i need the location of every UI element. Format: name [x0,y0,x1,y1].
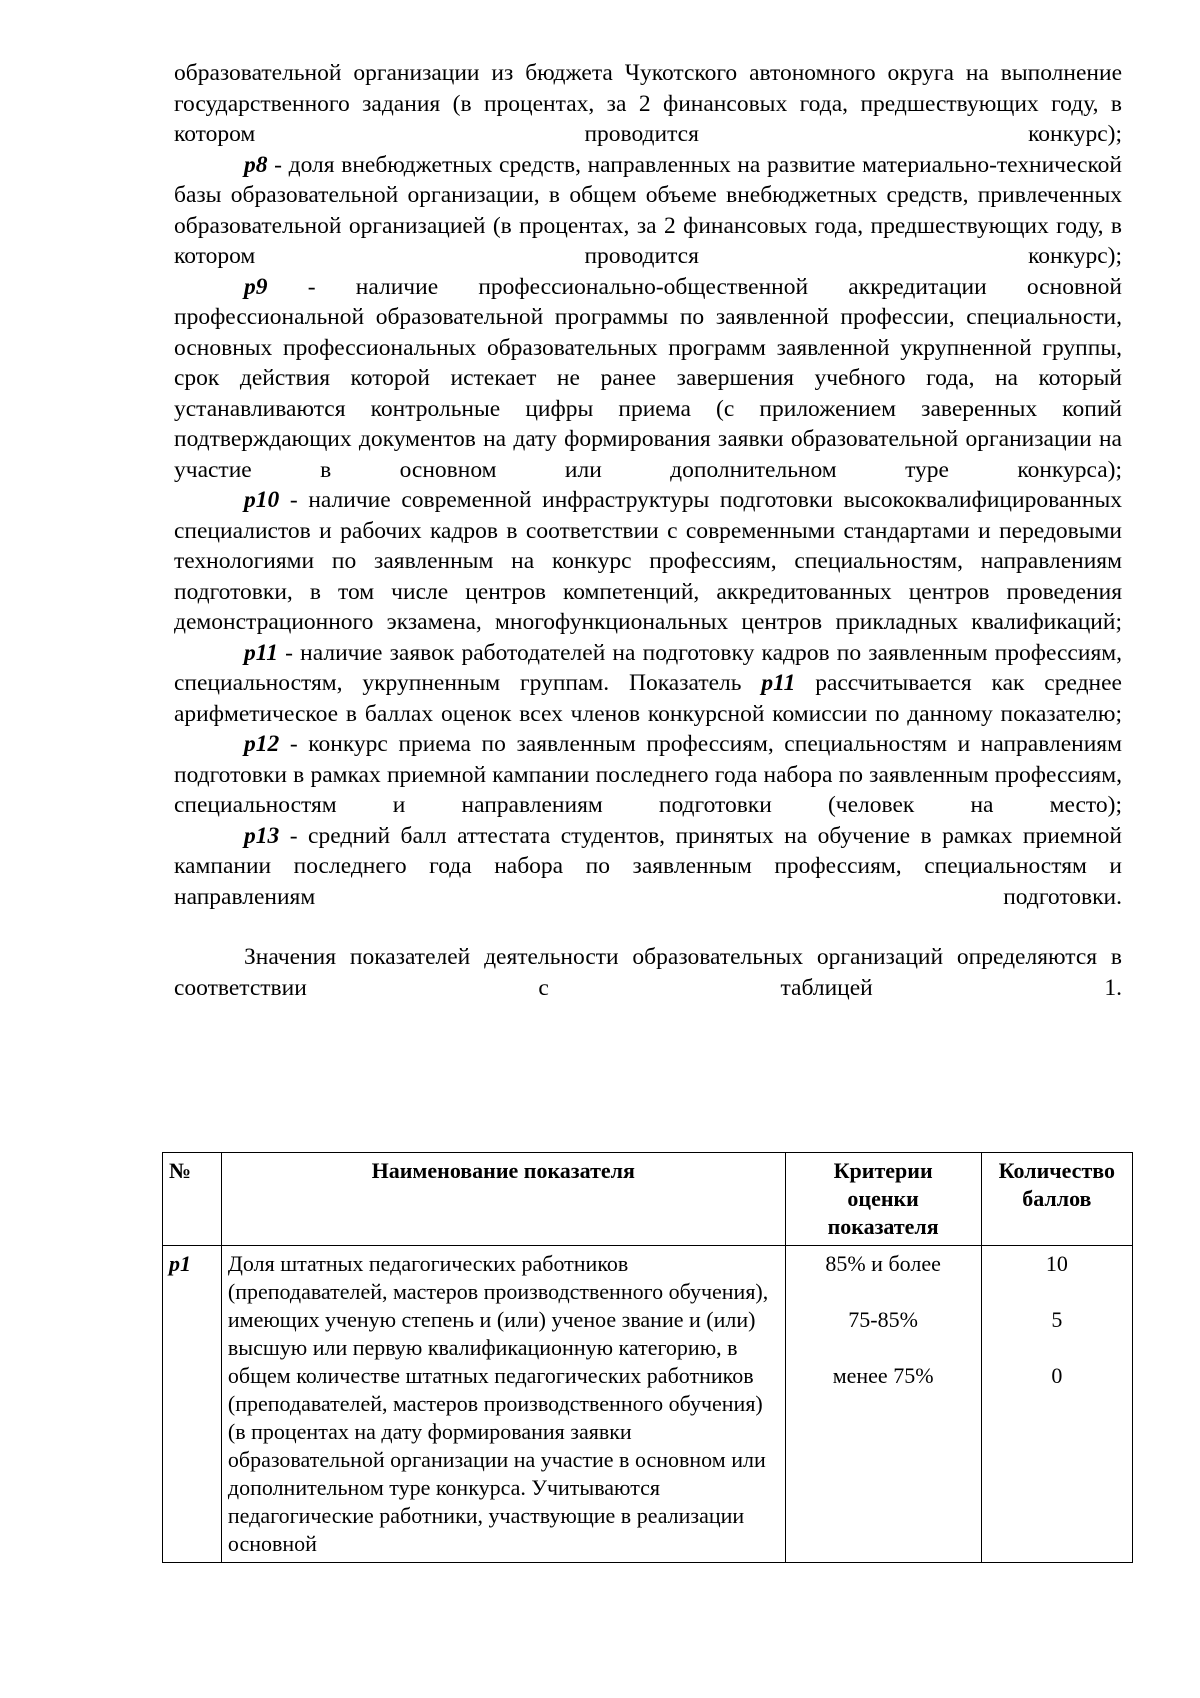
header-criteria-line: показателя [827,1214,939,1239]
header-points [981,1153,1132,1246]
indicator-text: - конкурс приема по заявленным профессиям, специальностям и направлениям подготовки в рамках приемной кампании последнего года набора по заявленным профессиям, специальностям и направлениям подготовки (человек на место); [174,731,1122,818]
header-points-line: баллов [1022,1186,1092,1211]
paragraph-p11 [174,638,1122,730]
header-points-line: Количество [998,1158,1115,1183]
spacer [792,1334,975,1362]
row-points [981,1246,1132,1563]
indicator-text: - наличие заявок работодателей на подготовку кадров по заявленным профессиям, специальностям, укрупненным группам. Показатель [174,639,1122,696]
indicator-text: - доля внебюджетных средств, направленных на развитие материально-технической базы образовательной организации, в общем объеме внебюджетных средств, привлеченных образовательной организацией (в процентах, за 2 финансовых года, предшествующих году, в котором проводится конкурс); [174,151,1122,269]
criteria-value: 75-85% [848,1307,918,1332]
row-name: Доля штатных педагогических работников (преподавателей, мастеров производственного обучения), имеющих ученую степень и (или) ученое звание и (или) высшую или первую квалификационную категорию, в общем количестве штатных педагогических работников (преподавателей, мастеров производственного обучения) (в процентах на дату формирования заявки образовательной организации на участие в основном или дополнительном туре конкурса. Учитываются педагогические работники, участвующие в реализации основной [221,1246,785,1563]
header-criteria-line: оценки [847,1186,919,1211]
paragraph-p8 [174,150,1122,272]
indicators-table [162,1152,1133,1563]
header-criteria-line: Критерии [833,1158,933,1183]
indicator-text: - наличие профессионально-общественной аккредитации основной профессиональной образовательной программы по заявленной профессии, специальности, основных профессиональных образовательных программ заявленной укрупненной группы, срок действия которой истекает не ранее завершения учебного года, на который устанавливаются контрольные цифры приема (с приложением заверенных копий подтверждающих документов на дату формирования заявки образовательной организации на участие в основном или дополнительном туре конкурса); [174,273,1122,483]
header-name: Наименование показателя [221,1153,785,1246]
points-value: 10 [1045,1251,1068,1276]
spacer [792,1278,975,1306]
paragraph-intro: Значения показателей деятельности образовательных организаций определяются в соответствии с таблицей 1. [174,944,1122,1001]
row-num: p1 [163,1246,222,1563]
indicator-text: рассчитывается как среднее арифметическое в баллах оценок всех членов конкурсной комиссии по данному показателю; [174,670,1122,727]
indicator-label: p12 [244,731,280,757]
indicator-label: p9 [244,273,268,300]
spacer [174,912,1122,942]
header-num: № [163,1153,222,1246]
criteria-value: менее 75% [832,1363,934,1388]
indicator-label: p13 [244,822,280,849]
criteria-value: 85% и более [825,1251,941,1276]
row-criteria [785,1246,981,1563]
header-criteria [785,1153,981,1246]
paragraph-p12 [174,729,1122,821]
indicator-label: p10 [244,487,280,513]
paragraph-p13 [174,821,1122,913]
indicator-label: p11 [761,670,796,696]
indicator-label: p11 [244,639,278,666]
table-row [163,1246,1133,1563]
spacer [988,1334,1126,1362]
table-header-row [163,1153,1133,1246]
paragraph-p9 [174,272,1122,486]
points-value: 0 [1051,1363,1063,1388]
indicator-text: - средний балл аттестата студентов, принятых на обучение в рамках приемной кампании последнего года набора по заявленным профессиям, специальностям и направлениям подготовки. [174,822,1122,910]
paragraph-p10 [174,485,1122,638]
document-page [174,58,1122,1003]
spacer [988,1278,1126,1306]
points-value: 5 [1051,1307,1063,1332]
indicator-label: p8 [244,151,268,178]
indicator-text: - наличие современной инфраструктуры подготовки высококвалифицированных специалистов и рабочих кадров в соответствии с современными стандартами и передовыми технологиями по заявленным на конкурс профессиям, специальностям, направлениям подготовки, в том числе центров компетенций, аккредитованных центров проведения демонстрационного экзамена, многофункциональных центров прикладных квалификаций; [174,487,1122,635]
paragraph-p7-tail: образовательной организации из бюджета Чукотского автономного округа на выполнение государственного задания (в процентах, за 2 финансовых года, предшествующих году, в котором проводится конкурс); [174,60,1122,147]
